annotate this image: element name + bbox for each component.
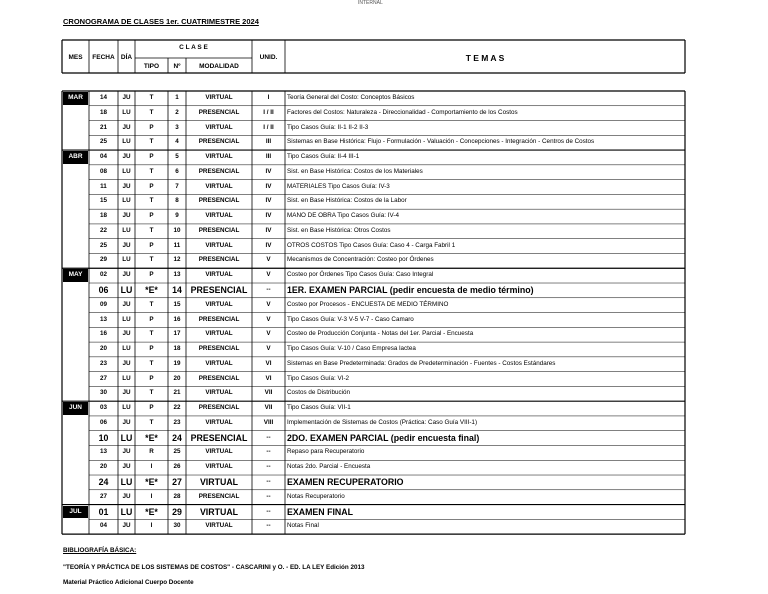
header-tipo: TIPO: [143, 63, 160, 70]
mod-cell: VIRTUAL: [205, 182, 233, 190]
topic-cell: Tipo Casos Guía: V-10 / Caso Empresa lactea: [287, 345, 416, 353]
dia-cell: LU: [120, 506, 133, 517]
topic-cell: EXAMEN FINAL: [287, 506, 353, 517]
topic-cell: Tipo Casos Guía: V-3 V-5 V-7 - Caso Camaro: [287, 315, 414, 323]
topic-cell: MANO DE OBRA Tipo Casos Guía: IV-4: [287, 212, 399, 220]
topic-cell: Notas Recuperatorio: [287, 492, 345, 500]
mod-cell: PRESENCIAL: [198, 374, 240, 382]
topic-cell: Repaso para Recuperatorio: [287, 448, 365, 456]
tipo-cell: P: [149, 182, 154, 190]
topic-cell: Teoría General del Costo: Conceptos Básicos: [287, 94, 415, 101]
fecha-cell: 21: [99, 123, 107, 131]
mod-cell: VIRTUAL: [205, 389, 233, 397]
tipo-cell: T: [149, 389, 154, 397]
dia-cell: JU: [122, 182, 131, 190]
num-cell: 20: [173, 374, 181, 382]
fecha-cell: 27: [99, 374, 107, 382]
unid-cell: IV: [265, 167, 272, 175]
header-temas: T E M A S: [465, 53, 505, 63]
fecha-cell: 20: [99, 463, 107, 471]
tipo-cell: P: [149, 345, 154, 353]
month-label: MAY: [63, 269, 88, 282]
topic-cell: Costos de Distribución: [287, 389, 350, 397]
dia-cell: JU: [122, 463, 131, 471]
dia-cell: JU: [122, 418, 131, 426]
mod-cell: PRESENCIAL: [198, 167, 240, 175]
tipo-cell: *E*: [145, 506, 158, 517]
tipo-cell: *E*: [145, 477, 158, 488]
bibliography-title: BIBLIOGRAFÍA BÁSICA:: [63, 547, 137, 554]
topic-cell: OTROS COSTOS Tipo Casos Guía: Caso 4 - Carga Fabril 1: [287, 241, 456, 249]
dia-cell: JU: [122, 389, 131, 397]
topic-cell: Sist. en Base Histórica: Costos de los Materiales: [287, 167, 423, 175]
fecha-cell: 11: [100, 182, 107, 190]
unid-cell: V: [266, 271, 271, 279]
fecha-cell: 06: [98, 285, 109, 295]
dia-cell: JU: [122, 94, 131, 101]
topic-cell: Sistemas en Base Predeterminada: Grados de Predeterminación - Fuentes - Costos Estándares: [287, 359, 556, 367]
num-cell: 15: [173, 300, 181, 308]
dia-cell: JU: [122, 271, 131, 279]
fecha-cell: 02: [99, 271, 107, 279]
bibliography-text: "TEORÍA Y PRÁCTICA DE LOS SISTEMAS DE COSTOS" - CASCARINI y O. - ED. LA LEY Edición 2013: [63, 564, 365, 571]
mod-cell: VIRTUAL: [205, 418, 233, 426]
fecha-cell: 04: [99, 153, 107, 161]
unid-cell: --: [266, 286, 271, 293]
tipo-cell: T: [149, 418, 154, 426]
fecha-cell: 27: [99, 492, 107, 500]
unid-cell: VII: [264, 404, 273, 412]
topic-cell: Tipo Casos Guía: II-4 III-1: [287, 153, 360, 161]
dia-cell: LU: [122, 404, 131, 412]
header-mark: INTERNAL: [358, 0, 383, 6]
tipo-cell: P: [149, 404, 154, 412]
dia-cell: LU: [120, 285, 133, 295]
num-cell: 11: [173, 241, 181, 249]
num-cell: 5: [175, 153, 179, 161]
unid-cell: I: [267, 94, 270, 101]
num-cell: 21: [173, 389, 181, 397]
num-cell: 22: [173, 404, 181, 412]
document-title: CRONOGRAMA DE CLASES 1er. CUATRIMESTRE 2024: [63, 17, 259, 26]
unid-cell: V: [266, 256, 271, 264]
tipo-cell: P: [149, 212, 154, 220]
tipo-cell: *E*: [145, 285, 158, 295]
mod-cell: VIRTUAL: [205, 123, 233, 131]
tipo-cell: P: [149, 315, 154, 323]
tipo-cell: P: [149, 123, 154, 131]
mod-cell: PRESENCIAL: [198, 256, 240, 264]
mod-cell: VIRTUAL: [199, 477, 239, 488]
unid-cell: --: [266, 433, 271, 441]
unid-cell: --: [266, 478, 271, 486]
topic-cell: EXAMEN RECUPERATORIO: [287, 477, 404, 488]
unid-cell: --: [266, 492, 271, 500]
num-cell: 1: [175, 94, 179, 101]
num-cell: 25: [173, 448, 181, 456]
fecha-cell: 10: [98, 432, 109, 443]
topic-cell: Tipo Casos Guía: VI-2: [287, 374, 350, 382]
mod-cell: PRESENCIAL: [198, 345, 240, 353]
mod-cell: VIRTUAL: [205, 448, 233, 456]
fecha-cell: 18: [99, 108, 107, 116]
fecha-cell: 24: [98, 477, 109, 488]
num-cell: 14: [172, 285, 182, 295]
dia-cell: LU: [122, 167, 131, 175]
num-cell: 7: [175, 182, 179, 190]
fecha-cell: 15: [99, 197, 107, 205]
num-cell: 10: [173, 226, 181, 234]
mod-cell: PRESENCIAL: [190, 285, 248, 295]
dia-cell: JU: [122, 123, 131, 131]
topic-cell: Tipo Casos Guía: VII-1: [287, 404, 351, 412]
num-cell: 2: [175, 108, 179, 116]
unid-cell: IV: [265, 197, 272, 205]
fecha-cell: 13: [99, 315, 107, 323]
mod-cell: PRESENCIAL: [198, 226, 240, 234]
fecha-cell: 16: [99, 330, 107, 338]
mod-cell: VIRTUAL: [199, 506, 239, 517]
fecha-cell: 13: [99, 448, 107, 456]
header-num: Nº: [173, 63, 181, 70]
dia-cell: LU: [120, 477, 133, 488]
topic-cell: Costeo por Procesos - ENCUESTA DE MEDIO TÉRMINO: [287, 300, 449, 308]
dia-cell: JU: [122, 153, 131, 161]
header-modalidad: MODALIDAD: [199, 63, 239, 70]
num-cell: 3: [175, 123, 179, 131]
num-cell: 13: [173, 271, 181, 279]
fecha-cell: 22: [99, 226, 107, 234]
dia-cell: LU: [122, 345, 131, 353]
mod-cell: PRESENCIAL: [190, 432, 248, 443]
unid-cell: VI: [265, 374, 272, 382]
tipo-cell: I: [150, 522, 153, 530]
unid-cell: VIII: [263, 418, 274, 426]
topic-cell: Sist. en Base Histórica: Costos de la Labor: [287, 197, 407, 205]
topic-cell: MATERIALES Tipo Casos Guía: IV-3: [287, 182, 390, 190]
topic-cell: Sist. en Base Histórica: Otros Costos: [287, 226, 391, 234]
dia-cell: LU: [122, 197, 131, 205]
fecha-cell: 23: [99, 359, 107, 367]
bibliography-extra: Material Práctico Adicional Cuerpo Docente: [63, 579, 194, 586]
mod-cell: VIRTUAL: [205, 94, 233, 101]
mod-cell: PRESENCIAL: [198, 315, 240, 323]
unid-cell: V: [266, 300, 271, 308]
dia-cell: LU: [122, 108, 131, 116]
unid-cell: VII: [264, 389, 273, 397]
dia-cell: LU: [122, 374, 131, 382]
num-cell: 23: [173, 418, 181, 426]
mod-cell: VIRTUAL: [205, 359, 233, 367]
tipo-cell: I: [150, 463, 153, 471]
fecha-cell: 14: [99, 94, 107, 101]
fecha-cell: 25: [99, 241, 107, 249]
unid-cell: --: [266, 522, 271, 530]
dia-cell: JU: [122, 300, 131, 308]
mod-cell: VIRTUAL: [205, 300, 233, 308]
num-cell: 26: [173, 463, 181, 471]
unid-cell: --: [266, 463, 271, 471]
header-fecha: FECHA: [92, 54, 115, 61]
dia-cell: JU: [122, 330, 131, 338]
num-cell: 18: [173, 345, 181, 353]
unid-cell: IV: [265, 226, 272, 234]
unid-cell: IV: [265, 241, 272, 249]
topic-cell: Implementación de Sistemas de Costos (Práctica: Caso Guía VIII-1): [287, 418, 478, 426]
dia-cell: JU: [122, 241, 131, 249]
tipo-cell: T: [149, 256, 154, 264]
tipo-cell: P: [149, 241, 154, 249]
num-cell: 30: [173, 522, 181, 530]
topic-cell: Notas 2do. Parcial - Encuesta: [287, 463, 371, 471]
tipo-cell: P: [149, 374, 154, 382]
topic-cell: Costeo de Producción Conjunta - Notas del 1er. Parcial - Encuesta: [287, 330, 474, 338]
tipo-cell: T: [149, 226, 154, 234]
topic-cell: Tipo Casos Guía: II-1 II-2 II-3: [287, 123, 369, 131]
num-cell: 6: [175, 167, 179, 175]
dia-cell: JU: [122, 359, 131, 367]
month-label: JUN: [63, 402, 88, 415]
mod-cell: VIRTUAL: [205, 522, 233, 530]
topic-cell: Notas Final: [287, 522, 319, 530]
mod-cell: PRESENCIAL: [198, 404, 240, 412]
topic-cell: 1ER. EXAMEN PARCIAL (pedir encuesta de medio término): [287, 285, 534, 295]
tipo-cell: T: [149, 300, 154, 308]
fecha-cell: 30: [99, 389, 107, 397]
num-cell: 27: [172, 477, 182, 488]
num-cell: 24: [172, 432, 182, 443]
tipo-cell: I: [150, 492, 153, 500]
header-dia: DÍA: [120, 54, 133, 61]
unid-cell: I / II: [263, 108, 274, 116]
fecha-cell: 06: [99, 418, 107, 426]
topic-cell: Factores del Costos: Naturaleza - Direccionalidad - Comportamiento de los Costos: [287, 108, 518, 116]
mod-cell: VIRTUAL: [205, 463, 233, 471]
topic-cell: Sistemas en Base Histórica: Flujo - Formulación - Valuación - Concepciones - Integración - Centros de Costos: [287, 138, 595, 146]
num-cell: 12: [173, 256, 181, 264]
mod-cell: PRESENCIAL: [198, 138, 240, 146]
num-cell: 16: [173, 315, 181, 323]
num-cell: 29: [172, 506, 182, 517]
tipo-cell: T: [149, 359, 154, 367]
unid-cell: III: [265, 138, 272, 146]
unid-cell: V: [266, 315, 271, 323]
num-cell: 28: [173, 492, 181, 500]
num-cell: 19: [173, 359, 181, 367]
tipo-cell: T: [149, 330, 154, 338]
mod-cell: VIRTUAL: [205, 153, 233, 161]
num-cell: 17: [173, 330, 181, 338]
mod-cell: PRESENCIAL: [198, 108, 240, 116]
dia-cell: JU: [122, 492, 131, 500]
unid-cell: V: [266, 330, 271, 338]
header-unid: UNID.: [259, 54, 278, 61]
month-label: MAR: [63, 92, 88, 105]
dia-cell: JU: [122, 212, 131, 220]
dia-cell: JU: [122, 448, 131, 456]
unid-cell: --: [266, 448, 271, 456]
fecha-cell: 04: [99, 522, 107, 530]
header-clase: C L A S E: [179, 44, 208, 51]
dia-cell: LU: [122, 315, 131, 323]
tipo-cell: T: [149, 167, 154, 175]
tipo-cell: T: [149, 94, 154, 101]
fecha-cell: 18: [99, 212, 107, 220]
fecha-cell: 09: [99, 300, 107, 308]
topic-cell: Costeo por Órdenes Tipo Casos Guía: Caso Integral: [287, 271, 434, 279]
tipo-cell: T: [149, 108, 154, 116]
num-cell: 4: [175, 138, 179, 146]
unid-cell: IV: [265, 212, 272, 220]
fecha-cell: 03: [99, 404, 107, 412]
num-cell: 8: [175, 197, 179, 205]
fecha-cell: 29: [99, 256, 107, 264]
mod-cell: VIRTUAL: [205, 241, 233, 249]
unid-cell: I / II: [263, 123, 274, 131]
tipo-cell: R: [149, 448, 154, 456]
dia-cell: LU: [122, 138, 131, 146]
mod-cell: PRESENCIAL: [198, 197, 240, 205]
fecha-cell: 20: [99, 345, 107, 353]
tipo-cell: T: [149, 138, 154, 146]
tipo-cell: P: [149, 153, 154, 161]
unid-cell: IV: [265, 182, 272, 190]
tipo-cell: *E*: [145, 432, 158, 443]
fecha-cell: 01: [98, 506, 109, 517]
mod-cell: VIRTUAL: [205, 212, 233, 220]
dia-cell: LU: [122, 226, 131, 234]
header-mes: MES: [68, 54, 83, 61]
unid-cell: III: [265, 153, 272, 161]
dia-cell: LU: [122, 256, 131, 264]
tipo-cell: T: [149, 197, 154, 205]
unid-cell: --: [266, 507, 271, 515]
fecha-cell: 08: [99, 167, 107, 175]
mod-cell: VIRTUAL: [205, 330, 233, 338]
month-label: ABR: [63, 151, 88, 164]
num-cell: 9: [175, 212, 179, 220]
topic-cell: Mecanismos de Concentración: Costeo por Órdenes: [287, 256, 434, 264]
topic-cell: 2DO. EXAMEN PARCIAL (pedir encuesta final): [287, 432, 480, 443]
dia-cell: JU: [122, 522, 131, 530]
mod-cell: PRESENCIAL: [198, 492, 240, 500]
mod-cell: VIRTUAL: [205, 271, 233, 279]
month-label: JUL: [63, 506, 88, 519]
unid-cell: VI: [265, 359, 272, 367]
fecha-cell: 25: [99, 138, 107, 146]
tipo-cell: P: [149, 271, 154, 279]
dia-cell: LU: [120, 432, 133, 443]
unid-cell: V: [266, 345, 271, 353]
